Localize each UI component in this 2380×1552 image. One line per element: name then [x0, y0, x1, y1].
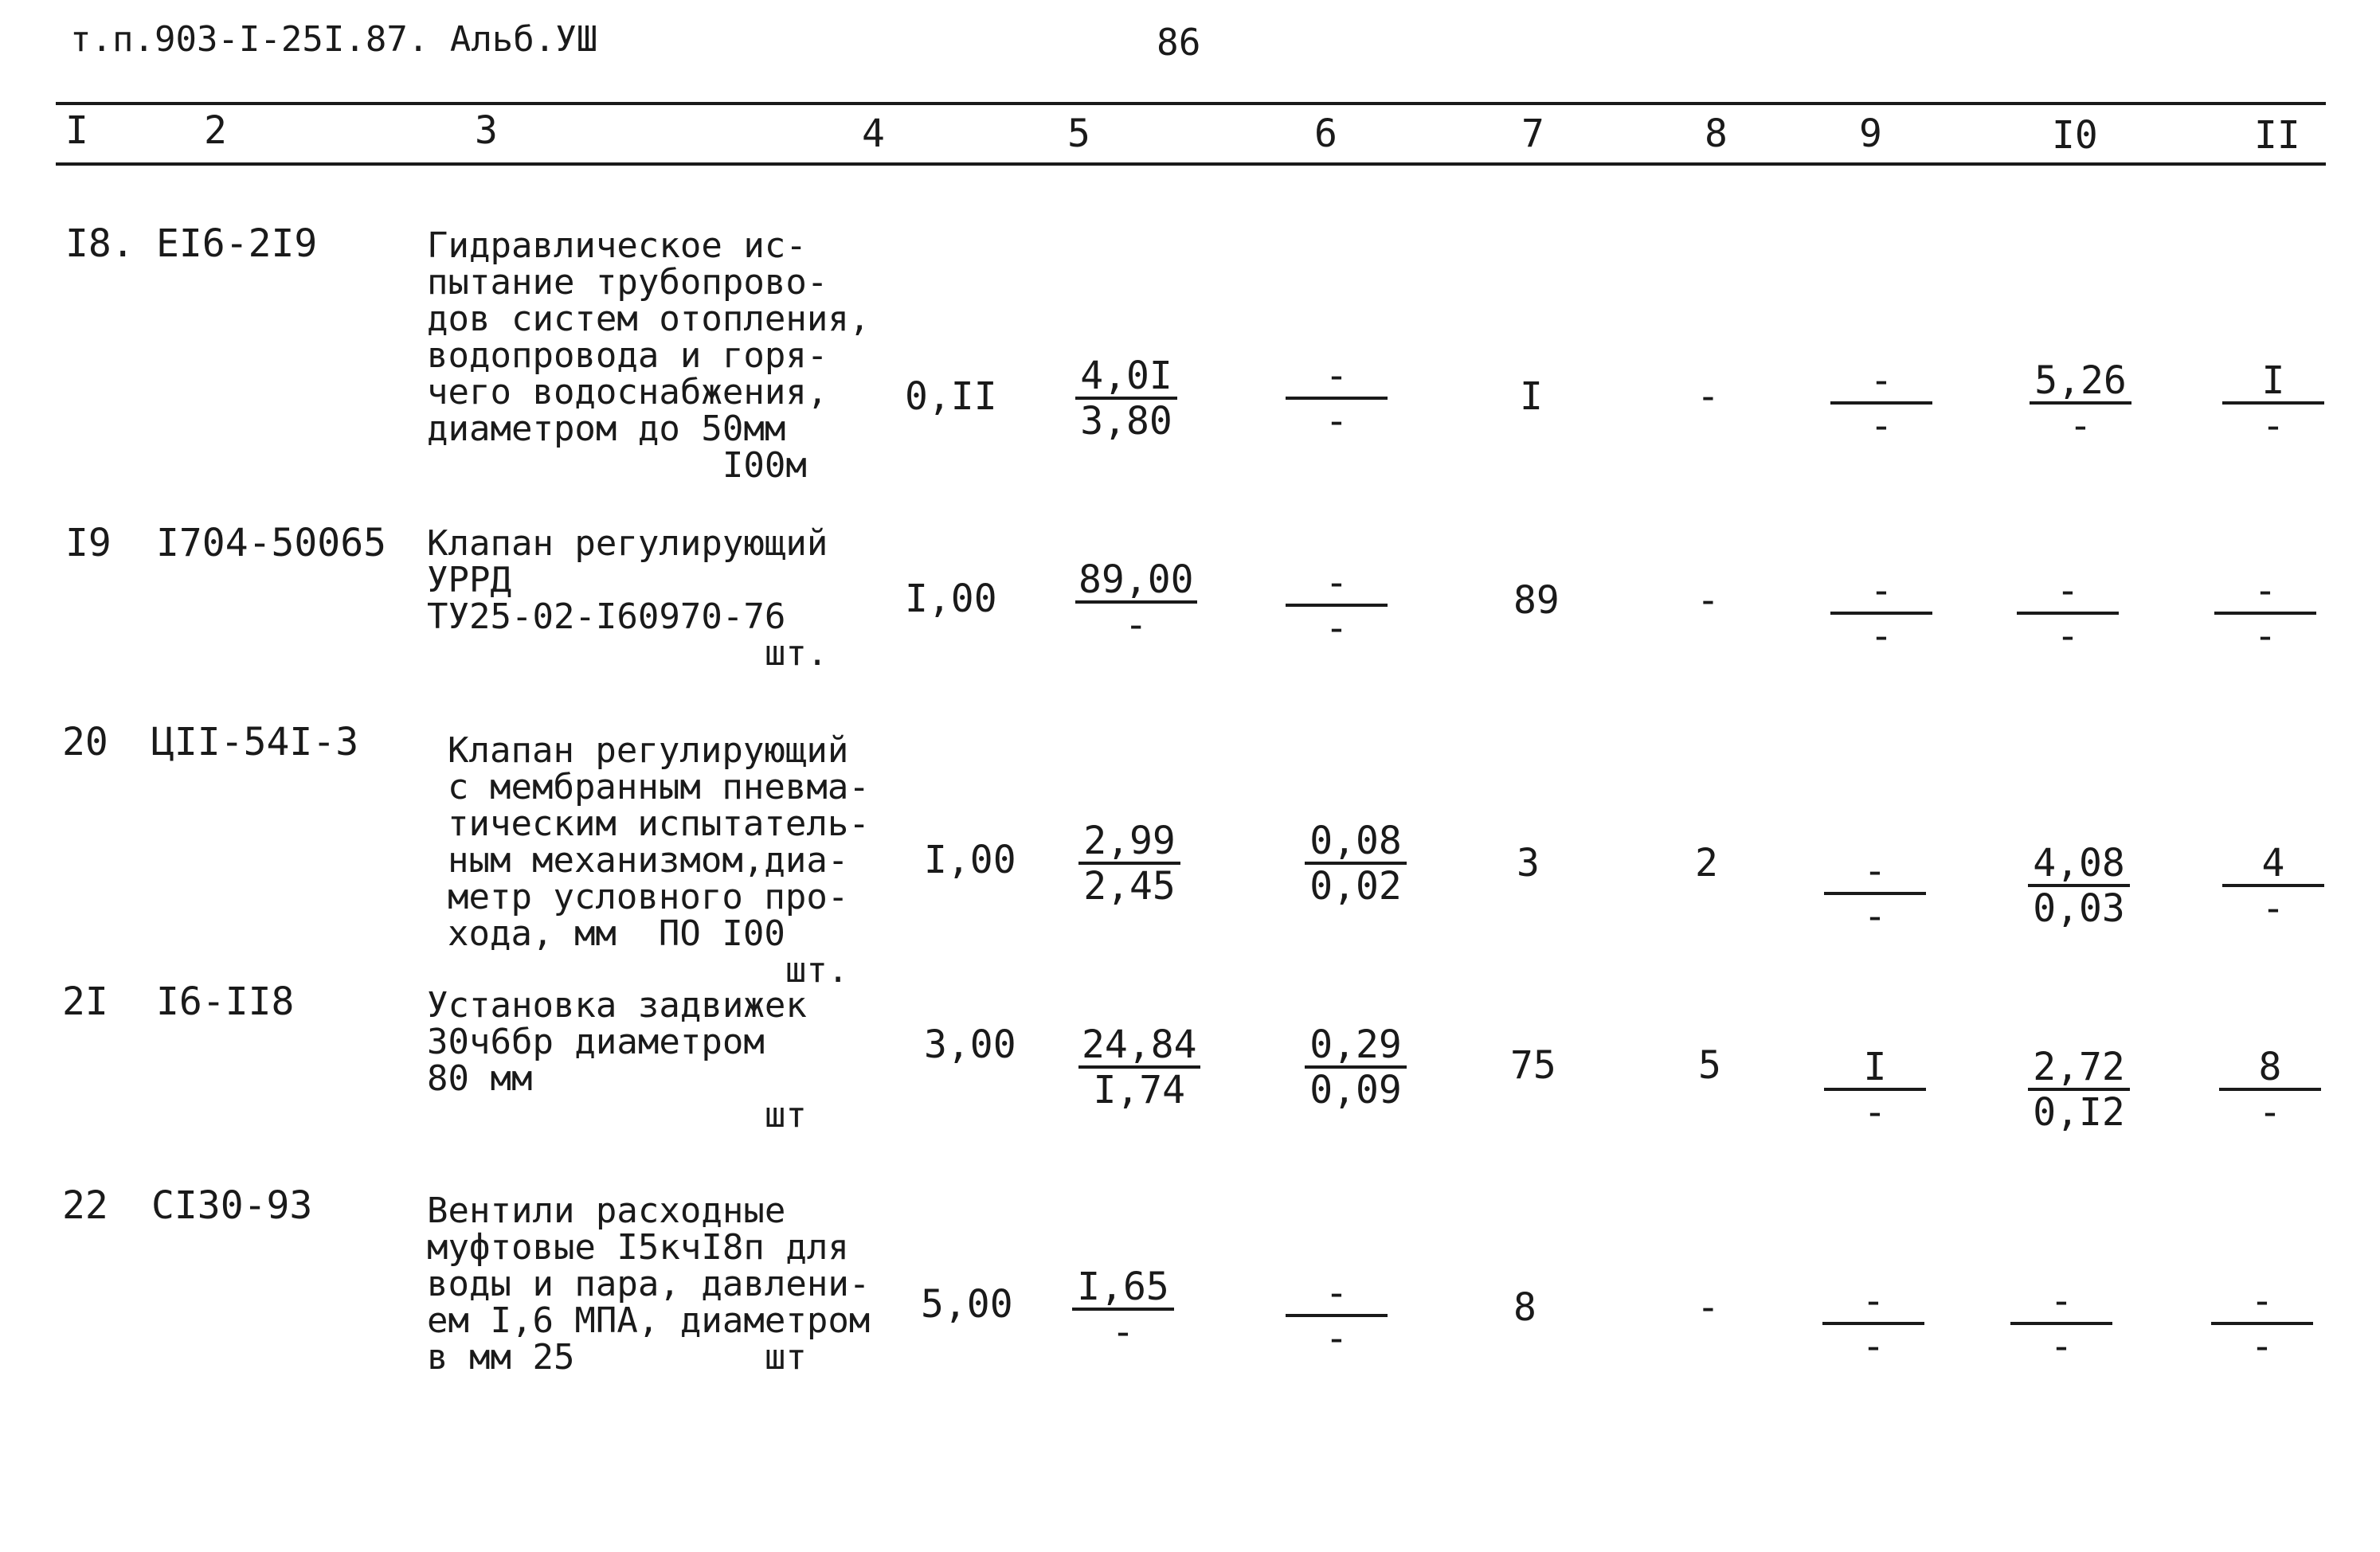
- column-header-9: 9: [1859, 111, 1882, 156]
- numerator: -: [2214, 570, 2316, 615]
- col6-fraction: [1286, 355, 1388, 443]
- col10-fraction: [2010, 1280, 2112, 1368]
- col5-fraction: [1075, 559, 1197, 647]
- numerator: -: [2017, 570, 2119, 615]
- denominator: -: [1869, 404, 1893, 448]
- numerator: I: [2222, 360, 2324, 405]
- numerator: -: [2010, 1280, 2112, 1325]
- numerator: -: [2211, 1280, 2313, 1325]
- denominator: -: [1325, 606, 1349, 651]
- column-header-2: 2: [204, 108, 227, 153]
- row-description: Клапан регулирующий с мембранным пневма- тическим испытатель- ным механизмом,диа- метр условного про- хода, мм ПО I00 шт.: [448, 730, 870, 991]
- column-header-8: 8: [1705, 111, 1728, 156]
- numerator: 8: [2219, 1046, 2321, 1091]
- col9-fraction: [1824, 850, 1926, 938]
- denominator: -: [2258, 1090, 2282, 1135]
- col8-value: 2: [1695, 841, 1718, 885]
- numerator: 2,72: [2028, 1046, 2130, 1091]
- col10-fraction: [2030, 360, 2131, 448]
- row-number: 2I: [62, 979, 108, 1024]
- denominator: 2,45: [1083, 864, 1176, 909]
- numerator: -: [1286, 1272, 1388, 1317]
- row-quantity: 0,II: [905, 374, 997, 419]
- col11-fraction: [2222, 360, 2324, 448]
- denominator: -: [2261, 886, 2285, 931]
- numerator: 24,84: [1078, 1024, 1200, 1069]
- row-number: I8.: [65, 221, 135, 266]
- col8-value: -: [1697, 1285, 1720, 1330]
- numerator: 89,00: [1075, 559, 1197, 604]
- numerator: I: [1824, 1046, 1926, 1091]
- denominator: -: [1861, 1324, 1885, 1369]
- row-quantity: I,00: [905, 577, 997, 621]
- column-header-7: 7: [1521, 111, 1544, 156]
- numerator: 0,29: [1305, 1024, 1407, 1069]
- col5-fraction: [1075, 355, 1177, 443]
- page-number: 86: [1157, 21, 1201, 64]
- col9-fraction: [1824, 1046, 1926, 1134]
- col6-fraction: [1305, 820, 1407, 908]
- row-code: I6-II8: [156, 979, 295, 1024]
- column-header-3: 3: [475, 108, 498, 153]
- column-header-6: 6: [1314, 111, 1337, 156]
- denominator: 3,80: [1080, 399, 1172, 444]
- row-quantity: 5,00: [921, 1282, 1013, 1327]
- col10-fraction: [2028, 1046, 2130, 1134]
- denominator: -: [1863, 1090, 1887, 1135]
- denominator: -: [1863, 894, 1887, 939]
- numerator: 4,08: [2028, 842, 2130, 887]
- row-number: 20: [62, 720, 108, 764]
- col8-value: -: [1697, 374, 1720, 419]
- col7-value: I: [1520, 374, 1543, 419]
- col9-fraction: [1830, 570, 1932, 658]
- row-code: I704-50065: [156, 521, 386, 565]
- numerator: -: [1830, 360, 1932, 405]
- denominator: -: [1124, 603, 1148, 647]
- col7-value: 3: [1517, 841, 1540, 885]
- denominator: 0,03: [2033, 886, 2125, 931]
- numerator: 2,99: [1078, 820, 1180, 865]
- col5-fraction: [1078, 820, 1180, 908]
- col6-fraction: [1305, 1024, 1407, 1112]
- row-quantity: 3,00: [924, 1022, 1016, 1067]
- col11-fraction: [2219, 1046, 2321, 1134]
- numerator: -: [1286, 355, 1388, 400]
- header-bottom-rule: [56, 162, 2326, 166]
- numerator: 5,26: [2030, 360, 2131, 405]
- numerator: -: [1830, 570, 1932, 615]
- denominator: I,74: [1093, 1068, 1186, 1112]
- col10-fraction: [2017, 570, 2119, 658]
- denominator: -: [1325, 399, 1349, 444]
- col10-fraction: [2028, 842, 2130, 930]
- col7-value: 8: [1513, 1285, 1536, 1330]
- denominator: -: [2261, 404, 2285, 448]
- row-number: I9: [65, 521, 112, 565]
- numerator: 0,08: [1305, 820, 1407, 865]
- denominator: -: [2253, 614, 2277, 659]
- col9-fraction: [1822, 1280, 1924, 1368]
- row-description: Вентили расходные муфтовые I5кчI8п для воды и пара, давлени- ем I,6 МПА, диаметром в мм 25 шт: [427, 1190, 871, 1378]
- column-header-4: 4: [862, 111, 885, 156]
- denominator: 0,09: [1309, 1068, 1402, 1112]
- column-header-1: I: [65, 108, 88, 153]
- col11-fraction: [2214, 570, 2316, 658]
- denominator: -: [2049, 1324, 2073, 1369]
- row-code: CI30-93: [151, 1183, 313, 1228]
- numerator: -: [1822, 1280, 1924, 1325]
- col5-fraction: [1072, 1266, 1174, 1354]
- denominator: 0,02: [1309, 864, 1402, 909]
- denominator: -: [1111, 1310, 1135, 1355]
- col11-fraction: [2211, 1280, 2313, 1368]
- row-description: Клапан регулирующий УРРД ТУ25-02-I60970-76 шт.: [427, 523, 828, 674]
- col8-value: 5: [1698, 1043, 1721, 1088]
- denominator: -: [2056, 614, 2080, 659]
- col7-value: 75: [1510, 1043, 1556, 1088]
- row-quantity: I,00: [924, 838, 1016, 882]
- numerator: -: [1824, 850, 1926, 895]
- row-description: Гидравлическое ис- пытание трубопрово- дов систем отопления, водопровода и горя- чего водоснабжения, диаметром до 50мм I00м: [427, 225, 871, 486]
- numerator: 4,0I: [1075, 355, 1177, 400]
- col6-fraction: [1286, 562, 1388, 650]
- denominator: -: [2069, 404, 2092, 448]
- column-header-5: 5: [1067, 111, 1090, 156]
- numerator: 4: [2222, 842, 2324, 887]
- col5-fraction: [1078, 1024, 1200, 1112]
- row-description: Установка задвижек 30ч6бр диаметром 80 мм шт: [427, 985, 807, 1136]
- row-code: ЦII-54I-3: [151, 720, 359, 764]
- denominator: -: [1869, 614, 1893, 659]
- row-code: EI6-2I9: [156, 221, 318, 266]
- row-number: 22: [62, 1183, 108, 1228]
- col7-value: 89: [1513, 578, 1560, 623]
- col11-fraction: [2222, 842, 2324, 930]
- denominator: -: [1325, 1316, 1349, 1361]
- column-header-10: I0: [2052, 113, 2098, 158]
- col9-fraction: [1830, 360, 1932, 448]
- column-header-11: II: [2254, 113, 2300, 158]
- col6-fraction: [1286, 1272, 1388, 1360]
- numerator: I,65: [1072, 1266, 1174, 1311]
- denominator: -: [2250, 1324, 2274, 1369]
- document-reference: т.п.903-I-25I.87. Альб.УШ: [70, 19, 598, 60]
- numerator: -: [1286, 562, 1388, 607]
- denominator: 0,I2: [2033, 1090, 2125, 1135]
- col8-value: -: [1697, 578, 1720, 623]
- header-top-rule: [56, 102, 2326, 105]
